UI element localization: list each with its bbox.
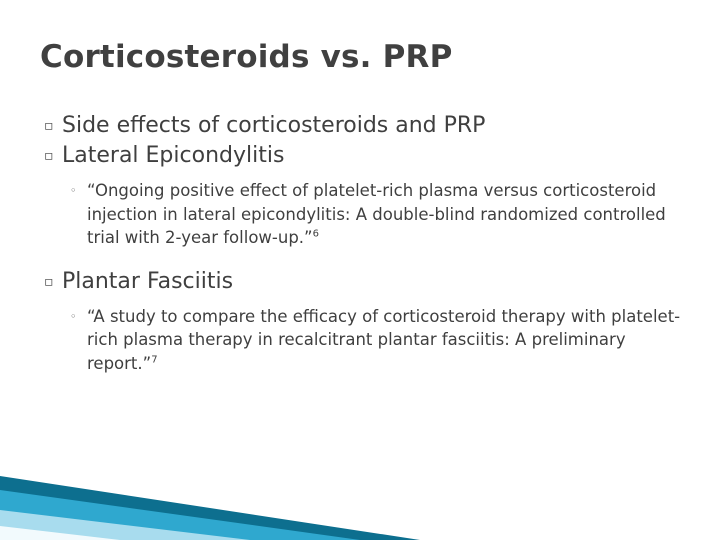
list-item-label xyxy=(87,179,694,249)
bullet-marker-icon: ▫ xyxy=(44,148,54,165)
citation-superscript: 7 xyxy=(151,354,158,366)
citation-text: “Ongoing positive effect of platelet-rich plasma versus corticosteroid injection in lateral epicondylitis: A double-blind randomized controlled trial with 2-year follow-up.” xyxy=(87,181,666,248)
list-item xyxy=(70,179,694,249)
citation-superscript: 6 xyxy=(312,228,319,240)
list-item xyxy=(70,305,694,375)
sub-list-lateral-epicondylitis xyxy=(44,179,694,249)
decorative-corner-graphic xyxy=(0,430,420,540)
list-item xyxy=(44,268,694,296)
page-title: Corticosteroids vs. PRP xyxy=(40,39,453,75)
list-item xyxy=(44,142,694,170)
bullet-marker-icon: ▫ xyxy=(44,118,54,134)
list-item-label: Side effects of corticosteroids and PRP xyxy=(62,113,486,138)
list-item-label: Plantar Fasciitis xyxy=(62,268,234,294)
citation-text: “A study to compare the efficacy of corticosteroid therapy with platelet-rich plasma therapy in recalcitrant plantar fasciitis: A preliminary report.” xyxy=(87,306,681,373)
sub-list-plantar-fasciitis xyxy=(44,305,694,375)
slide-body xyxy=(44,112,694,381)
bullet-marker-icon: ▫ xyxy=(44,273,54,290)
list-item xyxy=(44,112,694,140)
list-item-label xyxy=(87,305,694,375)
list-item-label: Lateral Epicondylitis xyxy=(62,143,285,169)
sub-bullet-marker-icon: ◦ xyxy=(70,184,77,198)
sub-bullet-marker-icon: ◦ xyxy=(70,309,77,323)
